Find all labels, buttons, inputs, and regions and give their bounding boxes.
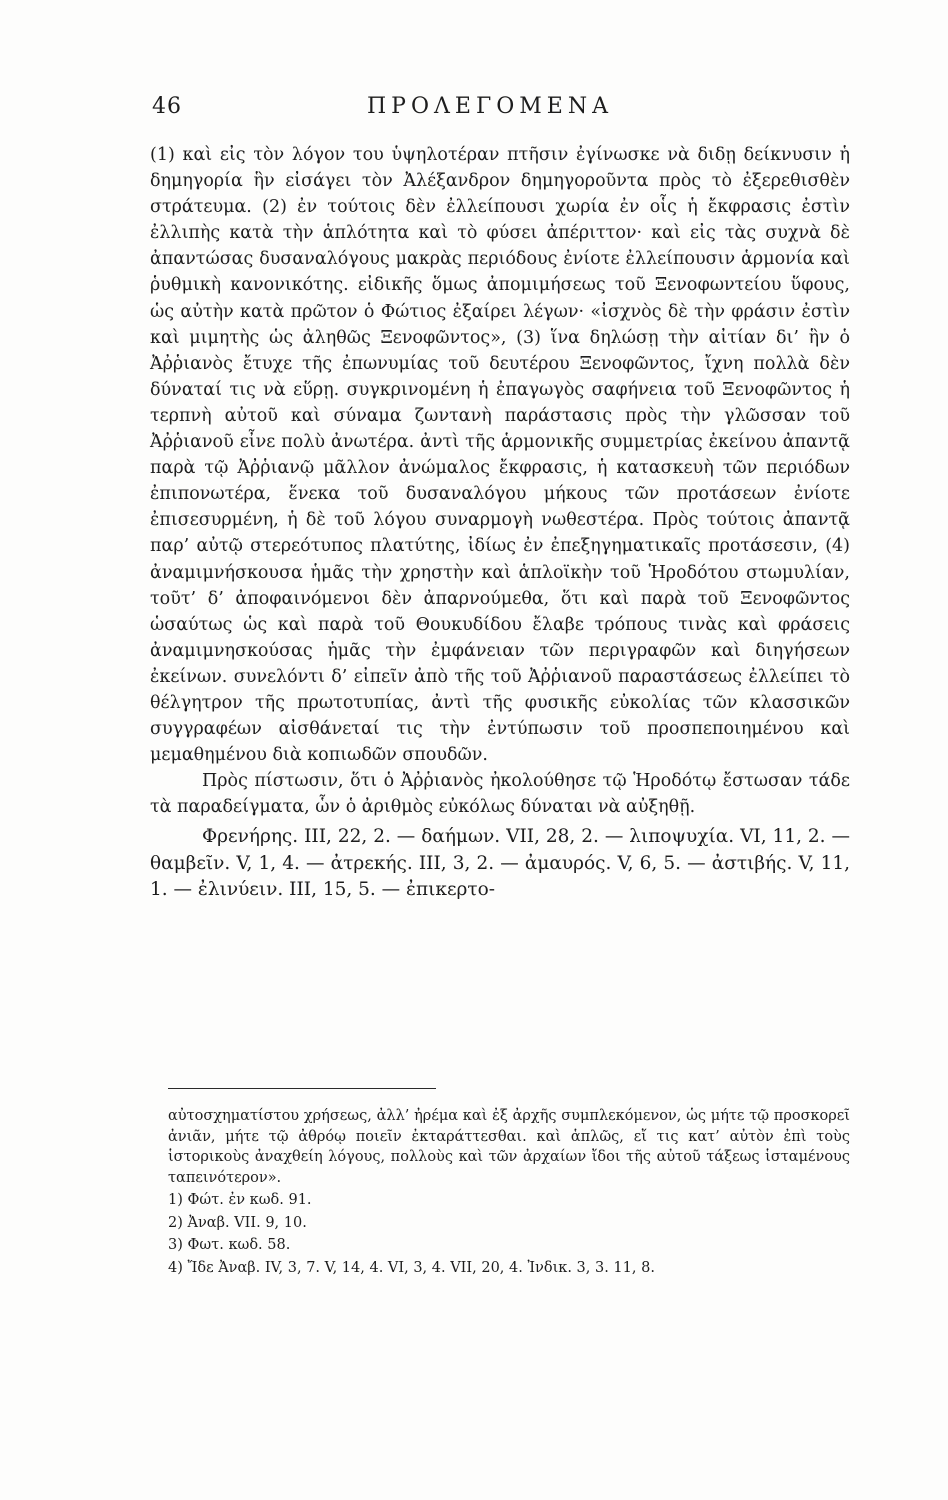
paragraph: Πρὸς πίστωσιν, ὅτι ὁ Ἀῤῥιανὸς ἠκολούθησε τῷ Ἡροδότῳ ἔστωσαν τάδε τὰ παραδείγματα, ὧν ὁ ἀριθμὸς εὐκόλως δύναται νὰ αὐξηθῇ.	[150, 771, 850, 818]
page-header	[152, 94, 852, 130]
main-text	[150, 142, 850, 904]
footnote: 2) Ἀναβ. VII. 9, 10.	[168, 1214, 307, 1231]
footnote-divider	[168, 1088, 436, 1089]
footnote-continuation: αὐτοσχηματίστου χρήσεως, ἀλλ’ ἠρέμα καὶ ἐξ ἀρχῆς συμπλεκόμενον, ὡς μήτε τῷ προσκορεῖ ἀνιᾶν, μήτε τῷ ἀθρόῳ ποιεῖν ἐκταράττεσθαι. καὶ ἁπλῶς, εἴ τις κατ’ αὐτὸν ἐπὶ τοὺς ἱστορικοὺς ἀναχθείη λόγους, πολλοὺς καὶ τῶν ἀρχαίων ἴδοι τῆς αὐτοῦ τάξεως ἱσταμένους ταπεινότερον».	[168, 1108, 850, 1186]
footnote: 3) Φωτ. κωδ. 58.	[168, 1237, 291, 1253]
footnote: 1) Φώτ. ἐν κωδ. 91.	[168, 1192, 312, 1208]
page-number: 46	[152, 94, 182, 119]
paragraph: (1) καὶ εἰς τὸν λόγον του ὑψηλοτέραν πτῆσιν ἐγίνωσκε νὰ διδῃ δείκνυσιν ἡ δημηγορία ἣν εἰσάγει τὸν Ἀλέξανδρον δημηγοροῦντα πρὸς τὸ ἐξερεθισθὲν στράτευμα. (2) ἐν τούτοις δὲν ἐλλείπουσι χωρία ἐν οἷς ἡ ἔκφρασις ἐστὶν ἐλλιπὴς κατὰ τὴν ἁπλότητα καὶ τὸ φύσει ἀπέριττον· καὶ εἰς τὰς συχνὰ δὲ ἀπαντώσας δυσαναλόγους μακρὰς περιόδους ἐνίοτε ἐλλείπουσιν ἁρμονία καὶ ῥυθμικὴ κανονικότης. εἰδικῆς ὅμως ἀπομιμήσεως τοῦ Ξενοφωντείου ὕφους, ὡς αὐτὴν κατὰ πρῶτον ὁ Φώτιος ἐξαίρει λέγων· «ἰσχνὸς δὲ τὴν φράσιν ἐστὶν καὶ μιμητὴς ὡς ἀληθῶς Ξενοφῶντος», (3) ἵνα δηλώσῃ τὴν αἰτίαν δι’ ἣν ὁ Ἀῤῥιανὸς ἔτυχε τῆς ἐπωνυμίας τοῦ δευτέρου Ξενοφῶντος, ἴχνη πολλὰ δὲν δύναταί τις νὰ εὕρῃ. συγκρινομένη ἡ ἐπαγωγὸς σαφήνεια τοῦ Ξενοφῶντος ἡ τερπνὴ αὐτοῦ καὶ σύναμα ζωντανὴ παράστασις πρὸς τὴν γλῶσσαν τοῦ Ἀῤῥιανοῦ εἶνε πολὺ ἀνωτέρα. ἀντὶ τῆς ἁρμονικῆς συμμετρίας ἐκείνου ἀπαντᾷ παρὰ τῷ Ἀῤῥιανῷ μᾶλλον ἀνώμαλος ἔκφρασις, ἡ κατασκευὴ τῶν περιόδων ἐπιπονωτέρα, ἕνεκα τοῦ δυσαναλόγου μήκους τῶν προτάσεων ἐνίοτε ἐπισεσυρμένη, ἡ δὲ τοῦ λόγου συναρμογὴ νωθεστέρα. Πρὸς τούτοις ἀπαντᾷ παρ’ αὐτῷ στερεότυπος πλατύτης, ἰδίως ἐν ἐπεξηγηματικαῖς προτάσεσιν, (4) ἀναμιμνήσκουσα ἡμᾶς τὴν χρηστὴν καὶ ἁπλοϊκὴν τοῦ Ἡροδότου στωμυλίαν, τοῦτ’ δ’ ἀποφαινόμενοι δὲν ἀπαρνούμεθα, ὅτι καὶ παρὰ τοῦ Ξενοφῶντος ὡσαύτως ὡς καὶ παρὰ τοῦ Θουκυδίδου ἔλαβε τρόπους τινὰς καὶ φράσεις ἀναμιμνησκούσας ἡμᾶς τὴν ἐμφάνειαν τῶν περιγραφῶν καὶ διηγήσεων ἐκείνων. συνελόντι δ’ εἰπεῖν ἀπὸ τῆς τοῦ Ἀῤῥιανοῦ παραστάσεως ἐλλείπει τὸ θέλγητρον τῆς πρωτοτυπίας, ἀντὶ τῆς φυσικῆς εὐκολίας τῶν κλασσικῶν συγγραφέων αἰσθάνεταί τις τὴν ἐντύπωσιν τοῦ προσπεποιημένου καὶ μεμαθημένου διὰ κοπιωδῶν σπουδῶν.	[150, 145, 850, 766]
footnotes	[168, 1106, 850, 1278]
word-examples: Φρενήρης. III, 22, 2. — δαήμων. VII, 28, 2. — λιποψυχία. VI, 11, 2. — θαμβεῖν. V, 1, 4. — ἀτρεκής. III, 3, 2. — ἀμαυρός. V, 6, 5. — ἀστιβής. V, 11, 1. — ἐλινύειν. III, 15, 5. — ἐπικερτο-	[150, 826, 850, 901]
running-title: ΠΡΟΛΕΓΟΜΕΝΑ	[367, 94, 613, 119]
footnote: 4) Ἴδε Ἀναβ. IV, 3, 7. V, 14, 4. VI, 3, 4. VII, 20, 4. Ἰνδικ. 3, 3. 11, 8.	[168, 1259, 655, 1276]
